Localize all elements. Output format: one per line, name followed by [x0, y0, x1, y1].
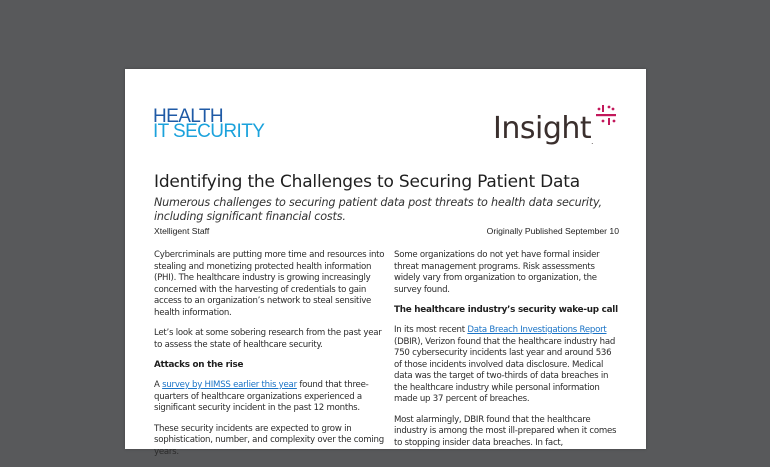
text-span: In its most recent: [394, 325, 468, 335]
insight-wordmark: Insight: [493, 111, 592, 146]
text-span: (DBIR), Verizon found that the healthcare industry had 750 cybersecurity incidents last year and around 536 of those incidents involved data disclosure. Medical data was the target of two-thirds of data breaches in the healthcare industry while personal information made up 37 percent of breaches.: [394, 336, 616, 404]
author: Xtelligent Staff: [154, 226, 210, 236]
byline: [154, 226, 619, 236]
insight-divide-mark-icon: [594, 103, 618, 127]
page-title: Identifying the Challenges to Securing Patient Data: [154, 172, 580, 192]
himss-survey-link[interactable]: survey by HIMSS earlier this year: [162, 380, 297, 390]
text-span: found that three-quarters of healthcare organizations experienced a significant security incident in the past 12 months.: [154, 380, 369, 413]
paragraph: [394, 325, 620, 406]
insight-logo: [493, 103, 618, 147]
paragraph: Most alarmingly, DBIR found that the healthcare industry is among the most ill-prepared when it comes to stopping insider data breaches. In fact,: [394, 414, 617, 448]
insight-dot: .: [591, 137, 594, 146]
publish-date: Originally Published September 10: [486, 226, 619, 236]
paragraph: Cybercriminals are putting more time and resources into stealing and monetizing protected health information (PHI). The healthcare industry is growing increasingly concerned with the harvesting of credentials to gain access to an organization’s network to steal sensitive health information.: [154, 250, 385, 318]
document-page: [125, 69, 646, 457]
paragraph: Some organizations do not yet have formal insider threat management programs. Risk assessments widely vary from organization to organization, the survey found.: [394, 250, 600, 295]
paragraph: Let’s look at some sobering research from the past year to assess the state of healthcare security.: [154, 328, 382, 350]
paragraph: These security incidents are expected to grow in sophistication, number, and complexity over the coming years.: [154, 423, 384, 457]
section-heading: Attacks on the rise: [154, 360, 244, 370]
health-it-security-logo: [153, 106, 265, 142]
section-heading: The healthcare industry’s security wake-up call: [394, 305, 618, 315]
page-subtitle: Numerous challenges to securing patient data post threats to health data security, including significant financial costs.: [154, 196, 602, 223]
logo-line-health: HEALTH: [153, 106, 223, 127]
left-column: [154, 250, 386, 467]
paragraph: [154, 380, 386, 415]
text-span: A: [154, 380, 163, 390]
logo-line-it-security: IT SECURITY: [153, 121, 265, 142]
right-column: [394, 250, 620, 458]
dbir-report-link[interactable]: Data Breach Investigations Report: [467, 325, 607, 335]
